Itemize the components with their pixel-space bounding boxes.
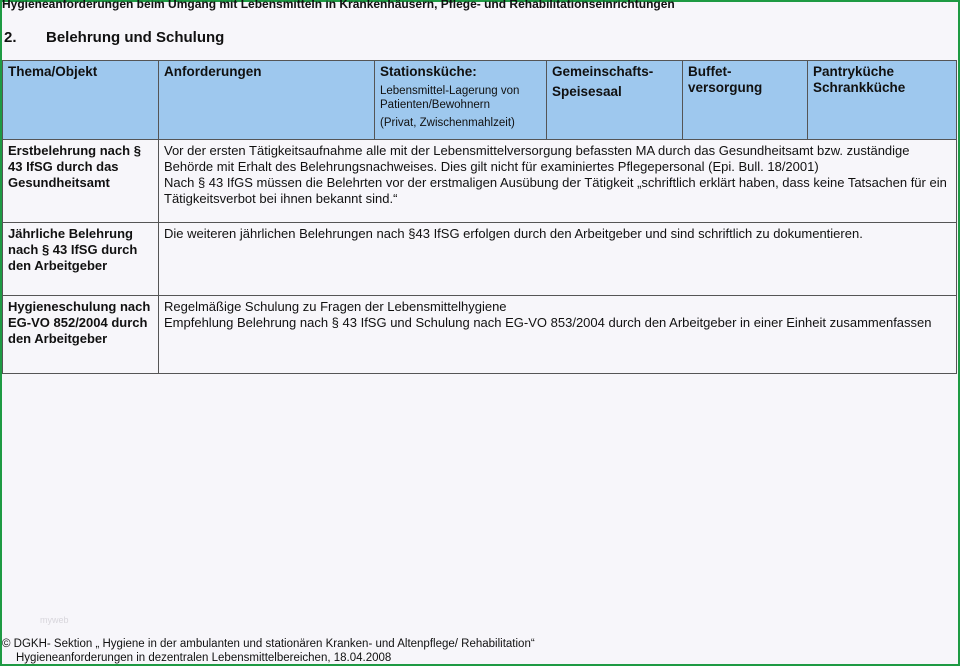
row-requirement [159, 223, 957, 296]
footer [2, 637, 535, 665]
header-stationskueche [375, 61, 547, 140]
row-requirement [159, 296, 957, 374]
row-topic: Jährliche Belehrung nach § 43 IfSG durch den Arbeitgeber [3, 223, 159, 296]
header-buffet-l2: versorgung [688, 80, 763, 95]
header-anforderungen: Anforderungen [159, 61, 375, 140]
header-stationskueche-sub2: (Privat, Zwischenmahlzeit) [380, 117, 515, 129]
footer-copyright: © DGKH- Sektion „ Hygiene in der ambulanten und stationären Kranken- und Altenpflege/ Rehabilitation“ [2, 638, 535, 650]
table-row [3, 140, 957, 223]
header-buffet-l1: Buffet- [688, 64, 732, 79]
faint-watermark: myweb [40, 615, 69, 625]
header-gemeinschaft-l2: Speisesaal [552, 84, 622, 99]
header-gemeinschaft-l1: Gemeinschafts- [552, 64, 654, 79]
requirement-text: Empfehlung Belehrung nach § 43 IfSG und Schulung nach EG-VO 853/2004 durch den Arbeitgeber in einer Einheit zusammenfassen [164, 315, 932, 330]
header-gemeinschaft [547, 61, 683, 140]
requirement-text: Die weiteren jährlichen Belehrungen nach §43 IfSG erfolgen durch den Arbeitgeber und sind schriftlich zu dokumentieren. [164, 226, 863, 241]
section-title: Belehrung und Schulung [46, 29, 225, 46]
table-row [3, 223, 957, 296]
header-stationskueche-sub1: Lebensmittel-Lagerung von Patienten/Bewohnern [380, 85, 520, 111]
header-buffet [683, 61, 808, 140]
header-pantry-l1: Pantryküche [813, 64, 895, 79]
row-topic: Erstbelehrung nach § 43 IfSG durch das Gesundheitsamt [3, 140, 159, 223]
row-requirement [159, 140, 957, 223]
requirement-text: Vor der ersten Tätigkeitsaufnahme alle mit der Lebensmittelversorgung befassten MA durch das Gesundheitsamt bzw. zuständige Behörde mit Erhalt des Belehrungsnachweises. Dies gilt nicht für examiniertes Pflegepersonal (Epi. Bull. 18/2001) [164, 143, 910, 174]
section-number: 2. [4, 29, 17, 46]
row-topic: Hygieneschulung nach EG-VO 852/2004 durch den Arbeitgeber [3, 296, 159, 374]
requirements-table [2, 60, 957, 374]
table-row [3, 296, 957, 374]
table-header-row [3, 61, 957, 140]
requirement-text: Regelmäßige Schulung zu Fragen der Lebensmittelhygiene [164, 299, 507, 314]
section-heading [4, 29, 224, 47]
header-pantry [808, 61, 957, 140]
header-thema: Thema/Objekt [3, 61, 159, 140]
footer-document-title: Hygieneanforderungen in dezentralen Lebensmittelbereichen, 18.04.2008 [16, 652, 392, 664]
header-pantry-l2: Schrankküche [813, 80, 906, 95]
document-header: Hygieneanforderungen beim Umgang mit Lebensmitteln in Krankenhäusern, Pflege- und Rehabilitationseinrichtungen [2, 0, 675, 11]
header-stationskueche-title: Stationsküche: [380, 64, 477, 79]
requirement-text: Nach § 43 IfGS müssen die Belehrten vor der erstmaligen Ausübung der Tätigkeit „schriftlich erklärt haben, dass keine Tatsachen für ein Tätigkeitsverbot bei ihnen bekannt sind.“ [164, 175, 947, 206]
